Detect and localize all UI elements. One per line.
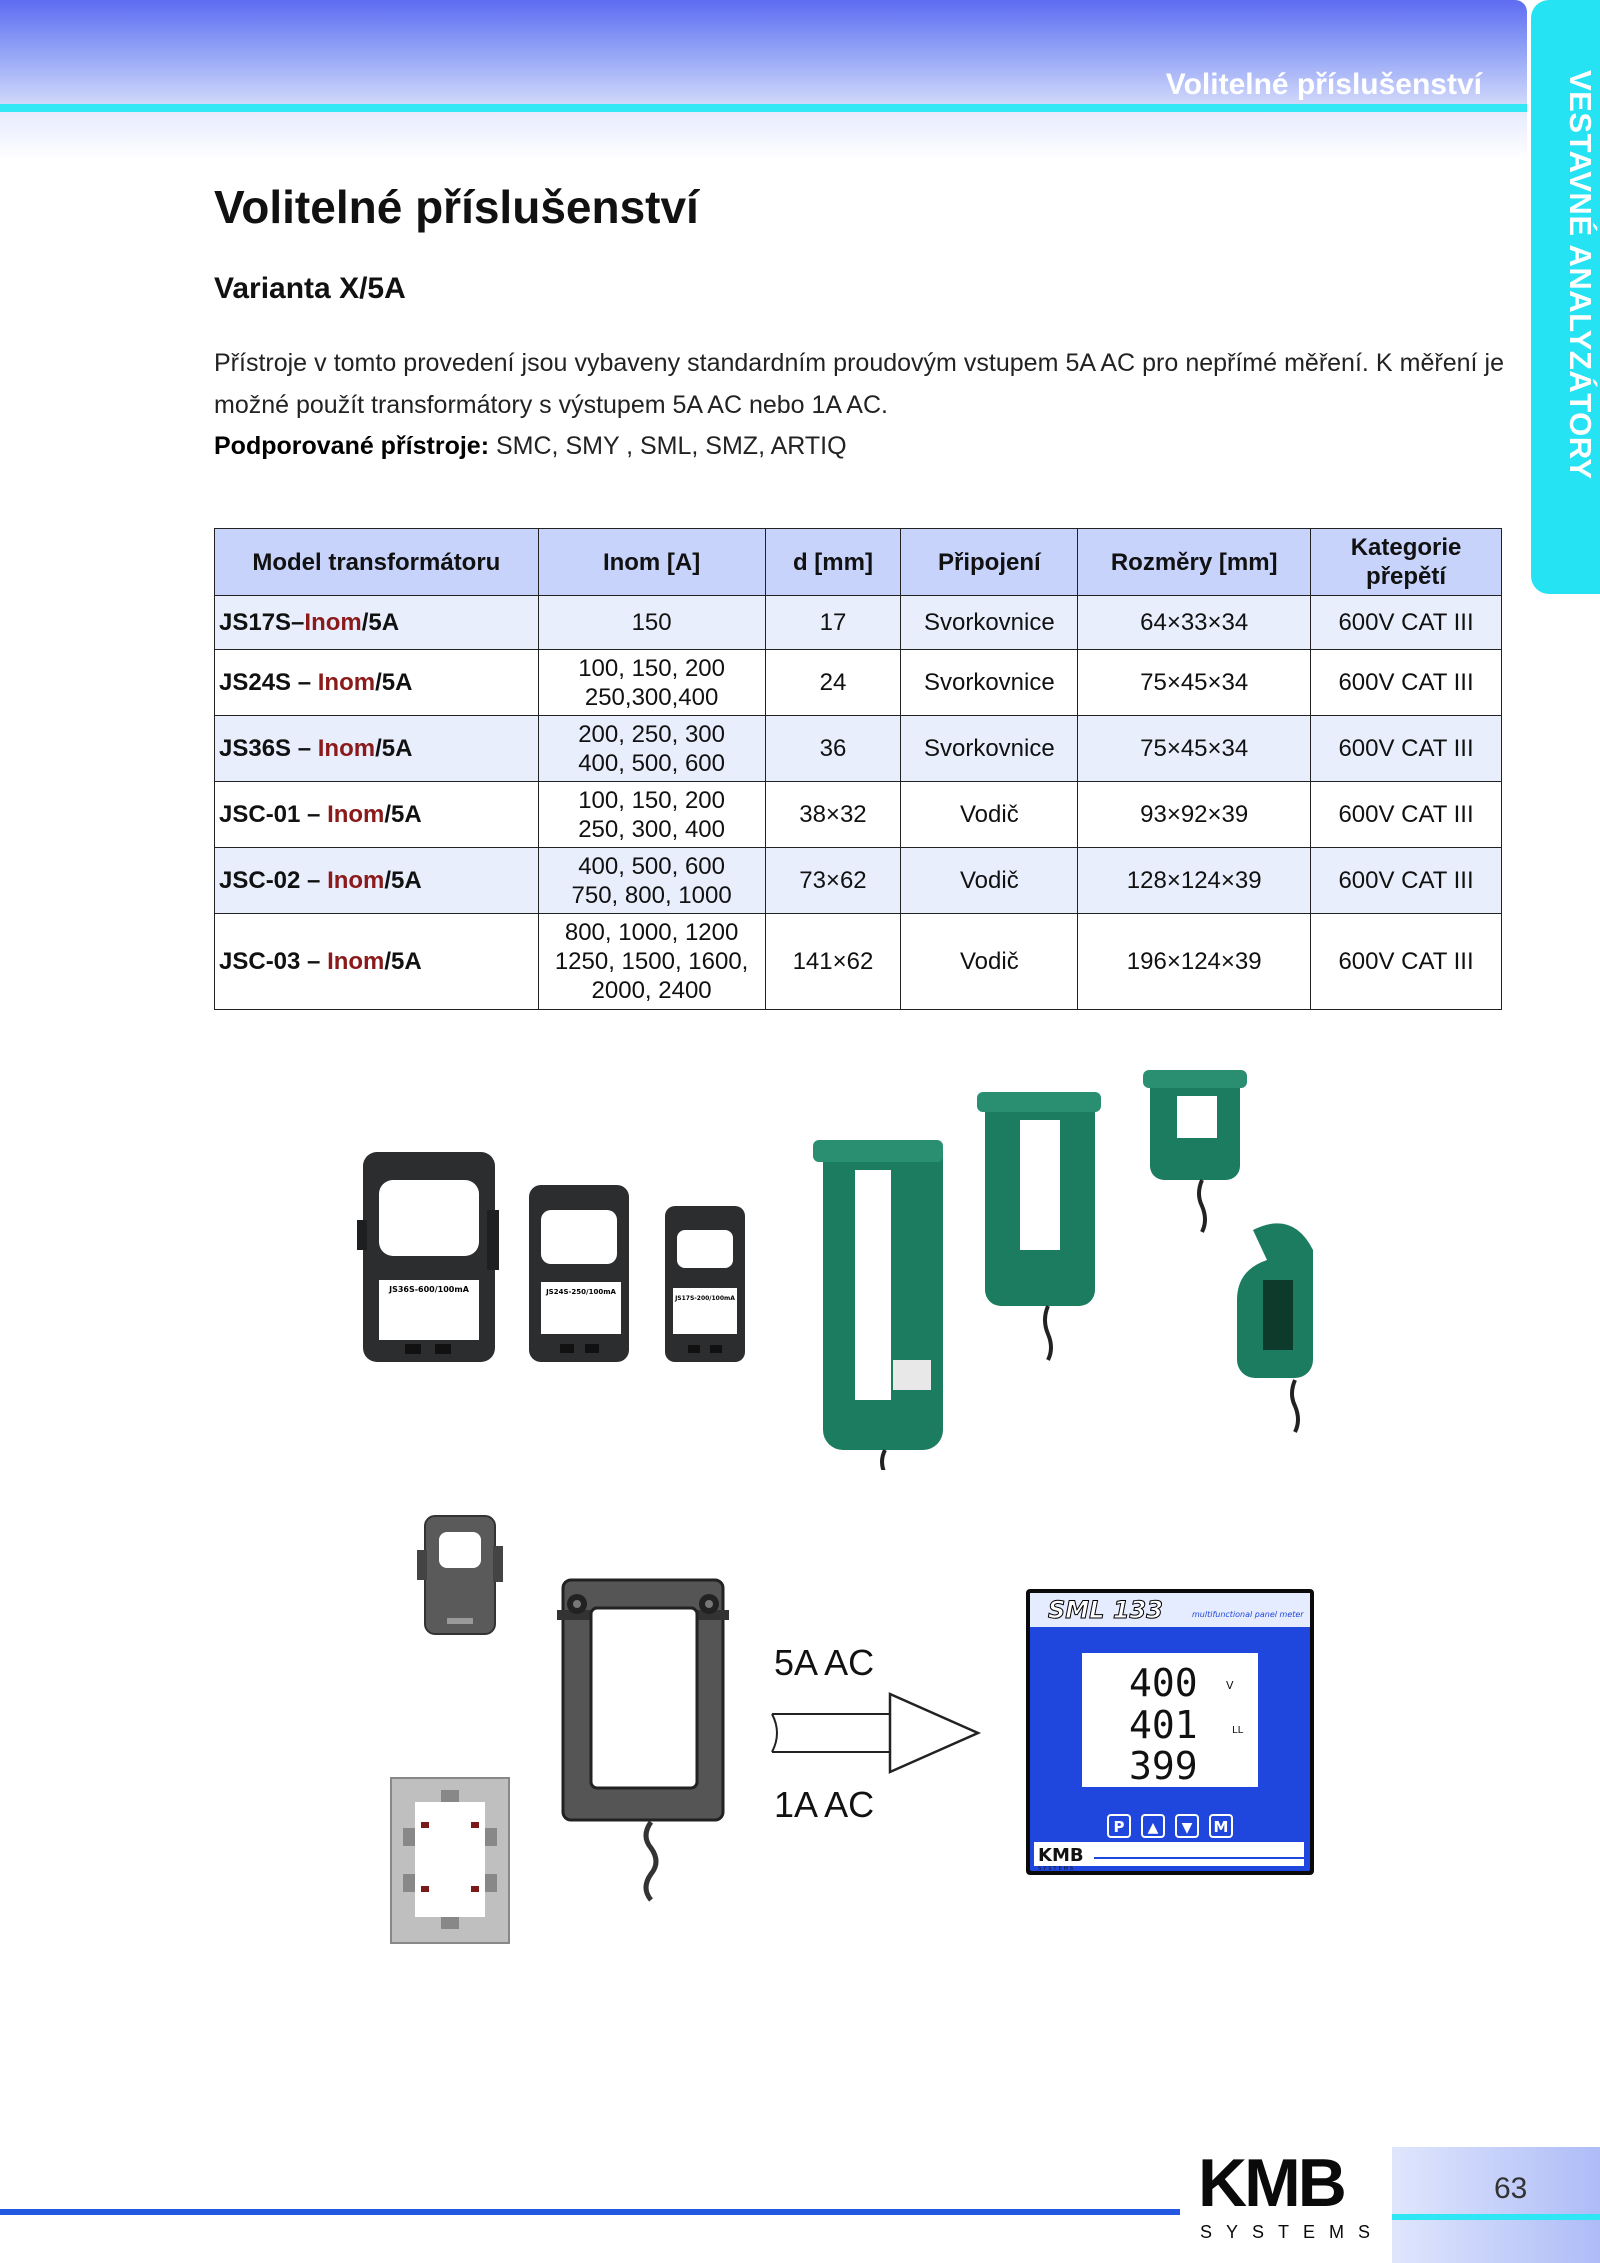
model-inom-tag: Inom xyxy=(327,867,385,894)
model-cell xyxy=(215,596,539,650)
supported-devices xyxy=(214,432,847,461)
category-cell: 600V CAT III xyxy=(1311,650,1502,716)
table-row xyxy=(215,782,1502,848)
meter-model: SML 133 xyxy=(1048,1596,1163,1624)
signal-arrow xyxy=(770,1690,982,1775)
logo-subtext: SYSTEMS xyxy=(1200,2222,1385,2242)
model-inom-tag: Inom xyxy=(317,735,376,762)
intro-paragraph: Přístroje v tomto provedení jsou vybaveny standardním proudovým vstupem 5A AC pro nepřímé měření. K měření je možné použít transformátory s výstupem 5A AC nebo 1A AC. xyxy=(214,349,1504,419)
signal-label-5a: 5A AC xyxy=(774,1642,875,1683)
ct-jsc02-image xyxy=(977,1092,1101,1360)
table-header-cell: Model transformátoru xyxy=(215,529,539,596)
d-cell: 36 xyxy=(765,716,901,782)
ct-js24s-image xyxy=(529,1185,629,1362)
ct-label-3: JS17S-200/100mA xyxy=(675,1295,735,1302)
inom-cell: 200, 250, 300 400, 500, 600 xyxy=(538,716,765,782)
meter-brand-sub: SYSTEMS xyxy=(1038,1866,1076,1872)
ct-label-1: JS36S-600/100mA xyxy=(389,1285,469,1294)
table-header-cell: Kategorie přepětí xyxy=(1311,529,1502,596)
section-subtitle: Varianta X/5A xyxy=(214,272,406,305)
inom-cell: 100, 150, 200 250, 300, 400 xyxy=(538,782,765,848)
model-name: JS36S – xyxy=(219,735,318,762)
model-cell xyxy=(215,716,539,782)
meter-reading-1: 400 xyxy=(1129,1661,1198,1705)
meter-unit-v: V xyxy=(1226,1679,1234,1692)
footer-line xyxy=(0,2209,1180,2215)
inom-cell: 100, 150, 200 250,300,400 xyxy=(538,650,765,716)
kmb-logo xyxy=(1190,2146,1390,2246)
ct-js17s-image xyxy=(665,1206,745,1362)
logo-text: KMB xyxy=(1198,2146,1344,2221)
page-number: 63 xyxy=(1494,2172,1528,2205)
table-header-cell: Rozměry [mm] xyxy=(1078,529,1311,596)
header-fade xyxy=(0,112,1527,160)
dimensions-cell: 75×45×34 xyxy=(1078,716,1311,782)
model-suffix: /5A xyxy=(375,735,413,762)
ct-open-clamp-image xyxy=(1237,1223,1313,1432)
meter-reading-2: 401 xyxy=(1129,1703,1198,1747)
meter-button-m: M xyxy=(1213,1818,1229,1836)
model-suffix: /5A xyxy=(361,609,400,636)
dimensions-cell: 196×124×39 xyxy=(1078,914,1311,1010)
small-ct-icon xyxy=(417,1516,503,1634)
dimensions-cell: 64×33×34 xyxy=(1078,596,1311,650)
category-cell: 600V CAT III xyxy=(1311,782,1502,848)
model-suffix: /5A xyxy=(384,948,422,975)
ct-jsc03-image xyxy=(813,1140,943,1470)
header-accent-line xyxy=(0,104,1527,112)
split-core-ct-icon xyxy=(557,1580,729,1900)
supported-value: SMC, SMY , SML, SMZ, ARTIQ xyxy=(489,432,847,460)
connection-cell: Vodič xyxy=(901,782,1078,848)
table-header-cell: Připojení xyxy=(901,529,1078,596)
connection-cell: Svorkovnice xyxy=(901,650,1078,716)
model-inom-tag: Inom xyxy=(317,669,376,696)
sml133-meter xyxy=(1024,1587,1316,1877)
model-inom-tag: Inom xyxy=(327,801,385,828)
model-suffix: /5A xyxy=(384,801,422,828)
table-body xyxy=(215,596,1502,1010)
inom-cell: 150 xyxy=(538,596,765,650)
d-cell: 141×62 xyxy=(765,914,901,1010)
busbar-ct-icon xyxy=(391,1778,509,1943)
model-inom-tag: Inom xyxy=(304,609,362,636)
connection-cell: Svorkovnice xyxy=(901,716,1078,782)
meter-button-up: ▲ xyxy=(1147,1820,1159,1836)
model-cell xyxy=(215,782,539,848)
meter-button-down: ▼ xyxy=(1181,1820,1193,1836)
connection-cell: Svorkovnice xyxy=(901,596,1078,650)
table-header-row xyxy=(215,529,1502,596)
connection-cell: Vodič xyxy=(901,914,1078,1010)
category-cell: 600V CAT III xyxy=(1311,716,1502,782)
model-name: JSC-03 – xyxy=(219,948,328,975)
ct-diagram-icons xyxy=(385,1510,730,1945)
model-inom-tag: Inom xyxy=(327,948,385,975)
category-cell: 600V CAT III xyxy=(1311,596,1502,650)
d-cell: 38×32 xyxy=(765,782,901,848)
ct-js36s-image xyxy=(357,1152,499,1362)
supported-label: Podporované přístroje: xyxy=(214,432,490,460)
category-cell: 600V CAT III xyxy=(1311,848,1502,914)
model-name: JS24S – xyxy=(219,669,318,696)
side-tab-label: VESTAVNÉ ANALYZÁTORY xyxy=(1563,70,1598,480)
dimensions-cell: 75×45×34 xyxy=(1078,650,1311,716)
d-cell: 24 xyxy=(765,650,901,716)
model-name: JS17S– xyxy=(219,609,305,636)
category-cell: 600V CAT III xyxy=(1311,914,1502,1010)
model-cell xyxy=(215,650,539,716)
page-title: Volitelné příslušenství xyxy=(214,181,699,233)
table-row xyxy=(215,848,1502,914)
model-cell xyxy=(215,914,539,1010)
signal-label-1a: 1A AC xyxy=(774,1784,875,1825)
ct-jsc01-image xyxy=(1143,1070,1247,1232)
footer-accent xyxy=(1392,2214,1600,2220)
meter-button-p: P xyxy=(1113,1818,1125,1836)
inom-cell: 800, 1000, 1200 1250, 1500, 1600, 2000, 2400 xyxy=(538,914,765,1010)
dimensions-cell: 93×92×39 xyxy=(1078,782,1311,848)
model-name: JSC-01 – xyxy=(219,801,328,828)
ct-label-2: JS24S-250/100mA xyxy=(546,1288,616,1296)
model-suffix: /5A xyxy=(375,669,413,696)
header-title: Volitelné příslušenství xyxy=(1165,68,1482,101)
table-row xyxy=(215,650,1502,716)
d-cell: 73×62 xyxy=(765,848,901,914)
inom-cell: 400, 500, 600 750, 800, 1000 xyxy=(538,848,765,914)
model-name: JSC-02 – xyxy=(219,867,328,894)
table-row xyxy=(215,914,1502,1010)
connection-cell: Vodič xyxy=(901,848,1078,914)
transformer-table xyxy=(214,528,1502,1010)
green-ct-photo-group xyxy=(805,1060,1370,1470)
table-header-cell: d [mm] xyxy=(765,529,901,596)
model-suffix: /5A xyxy=(384,867,422,894)
model-cell xyxy=(215,848,539,914)
dimensions-cell: 128×124×39 xyxy=(1078,848,1311,914)
meter-tagline: multifunctional panel meter xyxy=(1192,1610,1304,1619)
table-row xyxy=(215,716,1502,782)
table-row xyxy=(215,596,1502,650)
table-header-cell: Inom [A] xyxy=(538,529,765,596)
meter-brand: KMB xyxy=(1038,1845,1084,1866)
d-cell: 17 xyxy=(765,596,901,650)
meter-reading-3: 399 xyxy=(1129,1744,1198,1788)
meter-unit-ll: LL xyxy=(1232,1725,1244,1736)
black-ct-photo-group xyxy=(355,1140,755,1370)
